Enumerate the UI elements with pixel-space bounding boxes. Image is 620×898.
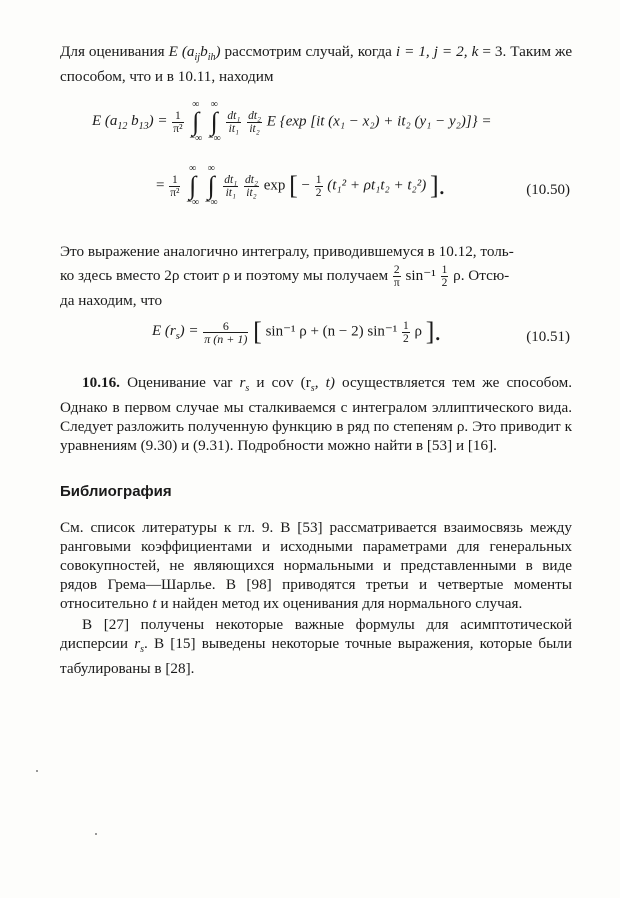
scan-speck	[36, 770, 38, 772]
bibliography-paragraph-1	[60, 518, 572, 613]
intro-text-2: рассмотрим случай, когда	[224, 43, 392, 60]
eq1050-line2-coef: $\frac{1}{\text{π²}}$	[170, 173, 180, 199]
analogy-frac-half: $\frac{1}{2}$	[441, 264, 448, 290]
eq1050-line2-integral-2: ∞ ∫ −∞	[204, 163, 218, 209]
bibliography-rs: $r_s$	[134, 635, 145, 656]
bibliography-text-2b: . В [15] выведены некоторые точные выражения, которые были табулированы в [28].	[60, 635, 573, 678]
eq1050-minus: −	[301, 177, 311, 194]
equation-10-50-line-2	[60, 164, 572, 224]
analogy-text-3: Отсю-	[468, 267, 510, 285]
bibliography-text-1: См. список литературы к гл. 9. В [53] рассматривается взаимосвязь между ранговыми коэффициентами и исходными параметрами для генеральных совокупностей, не являющихся нормальными и представленными в виде рядов Грема—Шарлье. В [98] приводятся третьи и четвертые моменты относительно	[60, 519, 572, 613]
eq1051-body-1: sin⁻¹ ρ + (n − 2) sin⁻¹	[265, 323, 398, 340]
eq1051-bracket-right: ].	[425, 317, 441, 347]
section-10-16-text-1: Оценивание var	[127, 374, 233, 392]
eq1050-bracket-right: ].	[429, 171, 446, 201]
analogy-paragraph	[60, 240, 572, 313]
intro-text-1: Для оценивания	[60, 43, 165, 60]
page-body	[60, 38, 572, 678]
eq1050-coef-fraction: $\frac{1}{\text{π²}}$	[173, 109, 183, 135]
eq1051-number: (10.51)	[526, 329, 570, 346]
analogy-sin: sin⁻¹	[405, 267, 436, 285]
bibliography-heading: Библиография	[60, 483, 172, 501]
section-10-16-label: 10.16.	[82, 374, 120, 392]
intro-pair: $(a_{ij}b_{ih})$	[181, 43, 221, 64]
bibliography-t: t	[152, 595, 157, 613]
eq1050-lhs: E ($a_{12}$ $b_{13}$) =	[92, 113, 168, 133]
analogy-rho: ρ.	[453, 267, 465, 285]
eq1051-body-2: ρ	[414, 323, 423, 340]
eq1050-half: $\frac{1}{2}$	[315, 173, 322, 199]
eq1050-line2-dt2: $\frac{\text{dt₂}}{\text{it₂}}$	[245, 173, 258, 199]
equation-10-50-line-1	[60, 100, 572, 160]
analogy-frac-2pi: $\frac{2}{\pi}$	[393, 264, 400, 290]
eq1050-dt2: $\frac{\text{dt₂}}{\text{it₂}}$	[248, 109, 262, 135]
eq1050-line2-dt1: $\frac{\text{dt₁}}{\text{it₁}}$	[224, 173, 238, 199]
analogy-text-1: Это выражение аналогично интегралу, приводившемуся в 10.12, толь-	[60, 243, 514, 261]
bibliography-paragraph-2	[60, 615, 572, 678]
eq1051-coef: $\frac{6}{\pi (n + 1)}$	[204, 318, 248, 346]
bibliography-text-1-end: и найден метод их оценивания для нормального случая.	[160, 595, 523, 613]
intro-paragraph	[60, 42, 572, 86]
section-10-16-t: , t)	[314, 374, 335, 392]
eq1051-lhs: E $(r_s)$ =	[152, 323, 199, 343]
analogy-text-2: ко здесь вместо 2ρ стоит ρ и поэтому мы получаем	[60, 267, 389, 285]
analogy-text-4: да находим, что	[60, 292, 163, 310]
eq1050-dt1: $\frac{\text{dt₁}}{\text{it₁}}$	[227, 109, 241, 135]
eq1050-integral-1: ∞ ∫ −∞	[189, 99, 203, 145]
eq1050-inner: (t₁² + ρt₁t₂ + t₂²)	[327, 177, 427, 194]
bibliography-text-2a: В [27] получены некоторые важные формулы для асимптотической дисперсии	[60, 616, 572, 653]
eq1050-integral-2: ∞ ∫ −∞	[207, 99, 221, 145]
intro-i: i = 1,	[395, 43, 430, 60]
eq1051-bracket-left: [	[253, 317, 262, 347]
eq1050-number: (10.50)	[526, 182, 570, 199]
eq1051-half: $\frac{1}{2}$	[403, 319, 409, 345]
eq1050-line2-integral-1: ∞ ∫ −∞	[186, 163, 200, 209]
eq1050-bracket-left: [	[289, 171, 298, 201]
section-10-16-sub: s	[310, 383, 315, 395]
section-10-16-rs: $r_s$	[239, 374, 250, 395]
section-10-16-text-3: осуществляется тем же способом. Однако в первом случае мы сталкиваемся с интегралом эллиптического вида. Следует разложить полученную функцию в ряд по степеням ρ. Это приводит к уравнениям (9.30) и (9.31). Подробности можно найти в [53] и [16].	[60, 374, 573, 455]
section-10-16	[60, 373, 572, 455]
intro-text-3: = 3. Таким же способом, что и в 10.11, находим	[60, 43, 573, 86]
eq1050-exp: exp	[263, 177, 286, 194]
scan-speck	[95, 833, 97, 835]
eq1050-line2-eq: =	[156, 177, 165, 194]
intro-k: k	[471, 43, 479, 60]
intro-E: E	[168, 43, 178, 60]
equation-10-51	[60, 317, 572, 365]
eq1050-rhs: E {exp [it (x₁ − x₂) + it₂ (y₁ − y₂)]} =	[266, 113, 492, 130]
intro-j: j = 2,	[433, 43, 468, 60]
section-10-16-text-2: и cov (r	[256, 374, 311, 392]
